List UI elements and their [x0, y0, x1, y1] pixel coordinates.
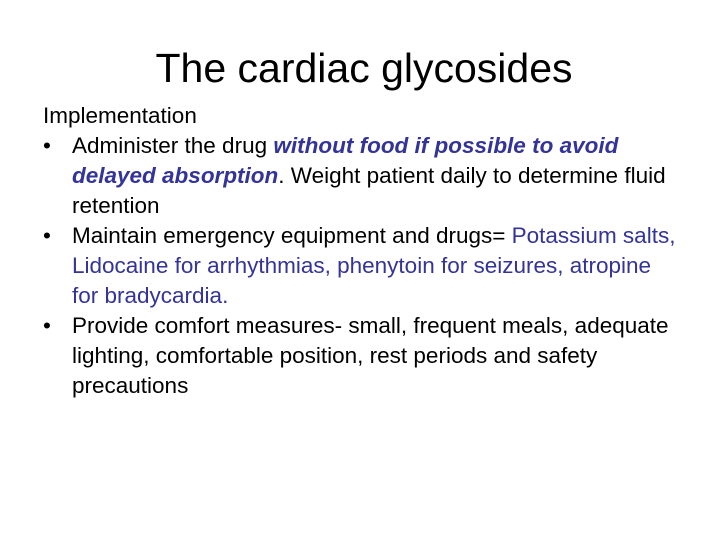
- bullet-list: [43, 131, 683, 401]
- bullet-2-drug-list: Potassium salts, Lidocaine for arrhythmias, phenytoin for seizures, atropine for bradycardia.: [72, 223, 676, 308]
- bullet-2-text: Maintain emergency equipment and drugs=: [72, 223, 512, 248]
- bullet-item-3: [43, 311, 683, 401]
- section-heading: Implementation: [43, 103, 197, 128]
- bullet-marker: •: [43, 223, 51, 248]
- slide-title: The cardiac glycosides: [155, 45, 573, 91]
- bullet-1-text-cont: . Weight patient daily to determine fluid retention: [72, 163, 666, 218]
- bullet-item-1: [43, 131, 683, 221]
- bullet-item-2: [43, 221, 683, 311]
- bullet-1-text: Administer the drug: [72, 133, 274, 158]
- slide-body: [43, 101, 683, 401]
- bullet-marker: •: [43, 133, 51, 158]
- bullet-marker: •: [43, 313, 51, 338]
- bullet-3-text: Provide comfort measures- small, frequent meals, adequate lighting, comfortable position, rest periods and safety precautions: [72, 313, 669, 398]
- bullet-1-emphasis: without food if possible to avoid delayed absorption: [72, 133, 619, 188]
